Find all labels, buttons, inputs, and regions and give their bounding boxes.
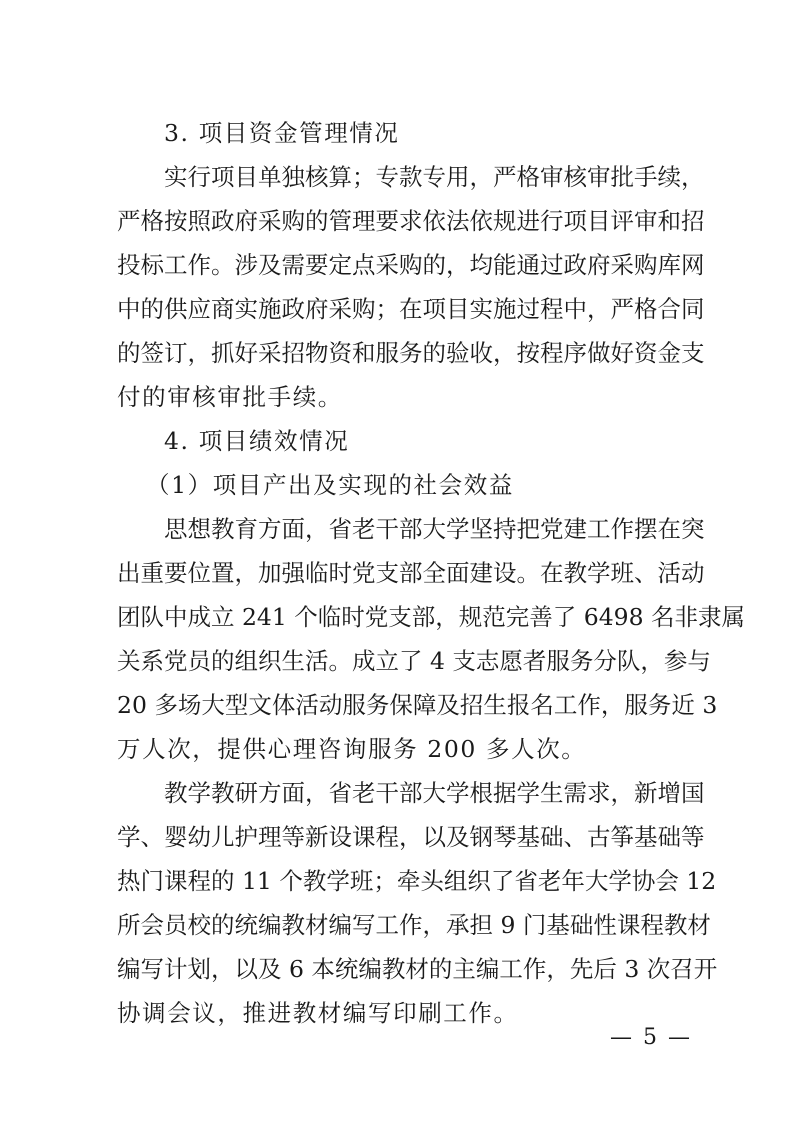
paragraph-line: 严格按照政府采购的管理要求依法依规进行项目评审和招 (117, 207, 705, 235)
paragraph-line: 思想教育方面，省老干部大学坚持把党建工作摆在突 (164, 515, 705, 543)
paragraph-line: 学、婴幼儿护理等新设课程，以及钢琴基础、古筝基础等 (117, 823, 705, 851)
paragraph-line: 出重要位置，加强临时党支部全面建设。在教学班、活动 (117, 559, 705, 587)
paragraph-line: 所会员校的统编教材编写工作，承担 9 门基础性课程教材 (117, 911, 711, 939)
paragraph-line: 20 多场大型文体活动服务保障及招生报名工作，服务近 3 (117, 691, 718, 719)
paragraph-line: 实行项目单独核算；专款专用，严格审核审批手续， (164, 163, 705, 191)
paragraph-line: 教学教研方面，省老干部大学根据学生需求，新增国 (164, 779, 705, 807)
paragraph-line: 的签订，抓好采招物资和服务的验收，按程序做好资金支 (117, 339, 705, 367)
paragraph-line: 团队中成立 241 个临时党支部，规范完善了 6498 名非隶属 (117, 603, 746, 631)
subheading-output-benefits: （1）项目产出及实现的社会效益 (146, 471, 514, 499)
paragraph-line: 协调会议，推进教材编写印刷工作。 (117, 999, 519, 1027)
paragraph-line: 关系党员的组织生活。成立了 4 支志愿者服务分队，参与 (117, 647, 711, 675)
paragraph-line: 热门课程的 11 个教学班；牵头组织了省老年大学协会 12 (117, 867, 717, 895)
paragraph-line: 编写计划，以及 6 本统编教材的主编工作，先后 3 次召开 (117, 955, 718, 983)
paragraph-line: 中的供应商实施政府采购；在项目实施过程中，严格合同 (117, 295, 705, 323)
paragraph-line: 投标工作。涉及需要定点采购的，均能通过政府采购库网 (117, 251, 705, 279)
paragraph-line: 万人次，提供心理咨询服务 200 多人次。 (117, 735, 587, 763)
section-heading-performance: 4. 项目绩效情况 (164, 427, 350, 455)
paragraph-line: 付的审核审批手续。 (117, 383, 343, 411)
page-number: — 5 — (610, 1025, 692, 1050)
section-heading-fund-management: 3. 项目资金管理情况 (164, 119, 400, 147)
